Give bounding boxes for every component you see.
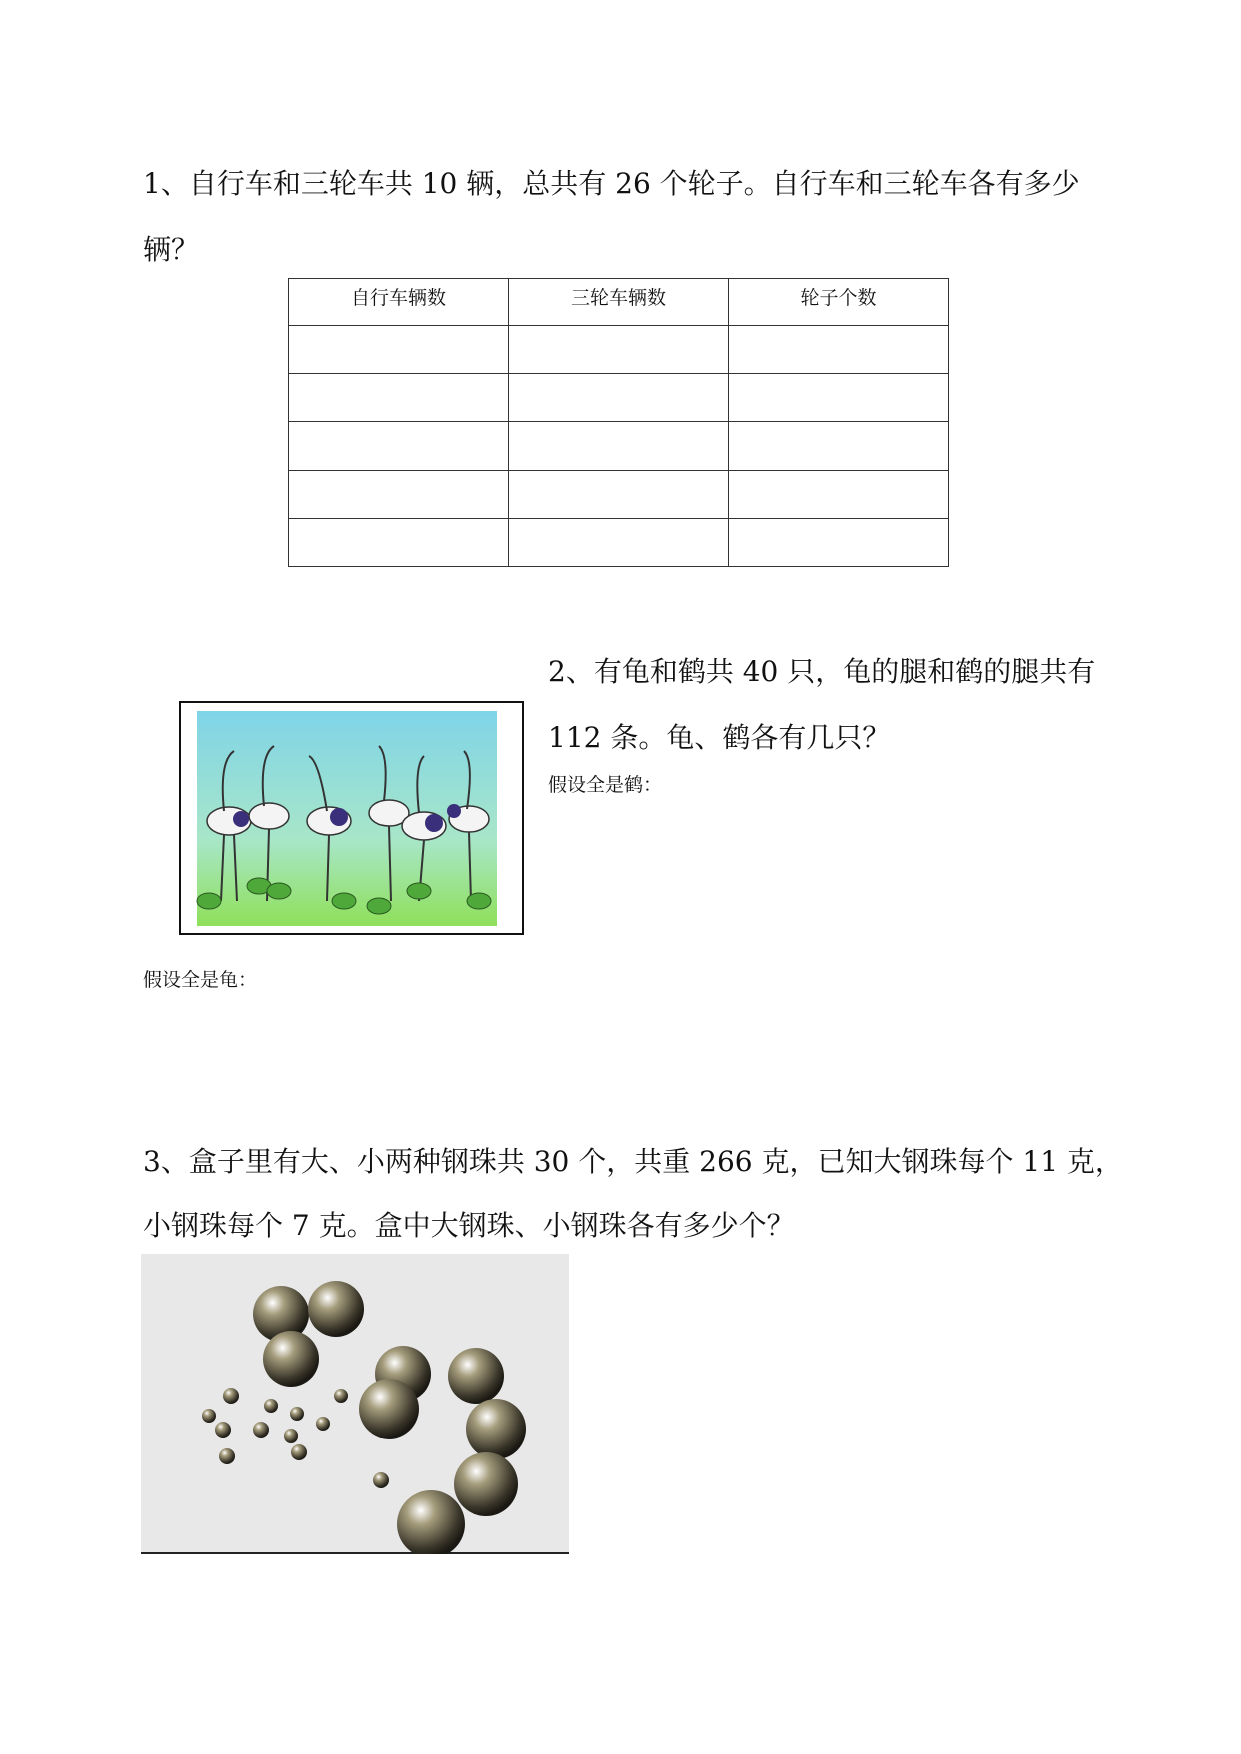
q1-text-line1: 1、自行车和三轮车共 10 辆，总共有 26 个轮子。自行车和三轮车各有多少 xyxy=(143,167,1080,200)
table-row xyxy=(289,422,949,470)
q2-text-line2: 112 条。龟、鹤各有几只？ xyxy=(548,721,891,754)
q1-text-line2: 辆？ xyxy=(143,233,200,266)
table-cell[interactable] xyxy=(509,374,729,422)
table-row xyxy=(289,470,949,518)
table-cell[interactable] xyxy=(509,518,729,566)
table-cell[interactable] xyxy=(509,326,729,374)
table-cell[interactable] xyxy=(729,326,949,374)
table-cell[interactable] xyxy=(509,422,729,470)
header-bicycles: 自行车辆数 xyxy=(289,279,509,326)
table-row xyxy=(289,374,949,422)
table-cell[interactable] xyxy=(729,422,949,470)
steel-balls-photo xyxy=(141,1254,569,1554)
header-wheels: 轮子个数 xyxy=(729,279,949,326)
table-cell[interactable] xyxy=(289,518,509,566)
answer-table xyxy=(288,278,949,567)
hint-all-cranes: 假设全是鹤： xyxy=(548,774,663,796)
q3-text-line2: 小钢珠每个 7 克。盒中大钢珠、小钢珠各有多少个？ xyxy=(143,1209,795,1242)
table-row xyxy=(289,518,949,566)
q2-text-line1: 2、有龟和鹤共 40 只，龟的腿和鹤的腿共有 xyxy=(548,655,1096,688)
hint-all-turtles: 假设全是龟： xyxy=(143,969,258,991)
header-tricycles: 三轮车辆数 xyxy=(509,279,729,326)
table-cell[interactable] xyxy=(289,470,509,518)
table-row xyxy=(289,326,949,374)
table-cell[interactable] xyxy=(729,518,949,566)
table-cell[interactable] xyxy=(289,374,509,422)
table-cell[interactable] xyxy=(509,470,729,518)
q3-text-line1: 3、盒子里有大、小两种钢珠共 30 个，共重 266 克，已知大钢珠每个 11 克， xyxy=(143,1145,1123,1178)
cranes-turtles-image xyxy=(179,701,524,935)
table-cell[interactable] xyxy=(289,422,509,470)
table-cell[interactable] xyxy=(289,326,509,374)
table-cell[interactable] xyxy=(729,374,949,422)
table-cell[interactable] xyxy=(729,470,949,518)
